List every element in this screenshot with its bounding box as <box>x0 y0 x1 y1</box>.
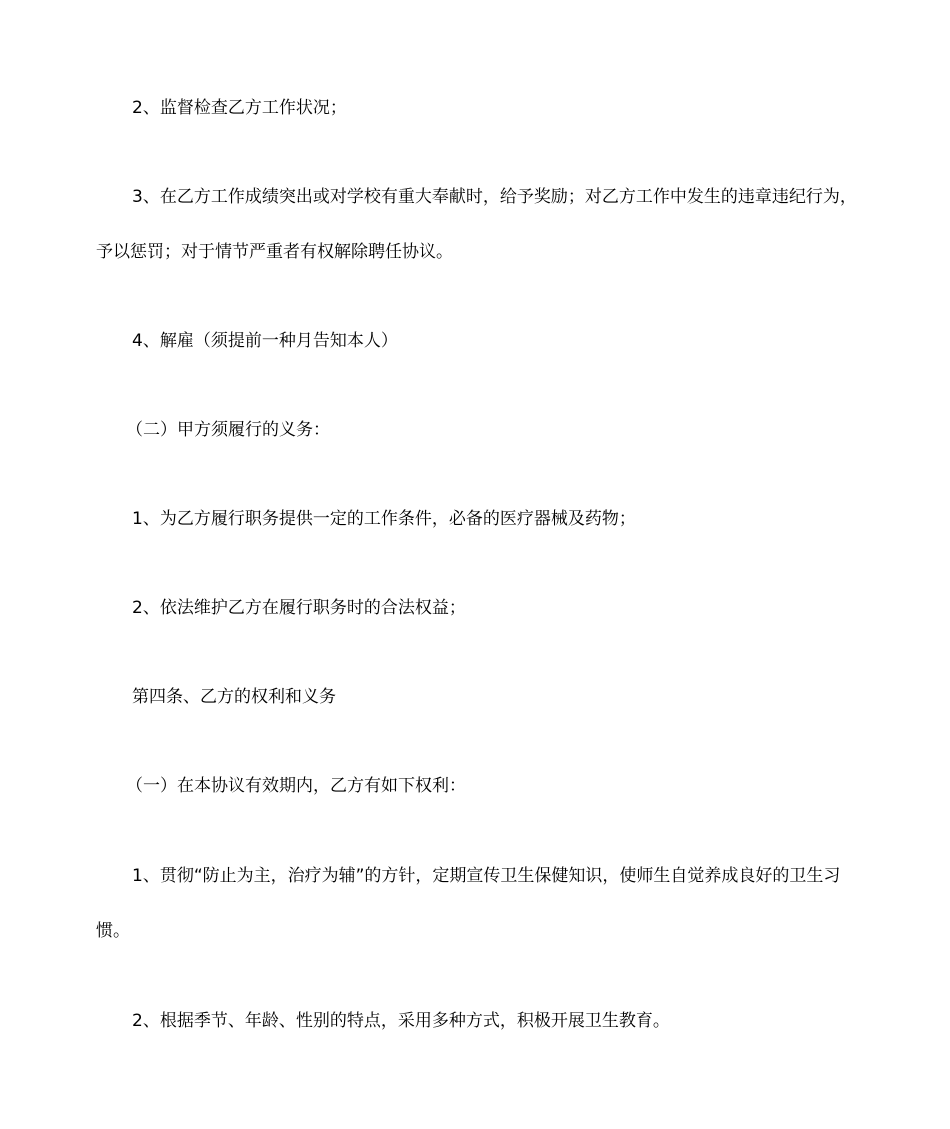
paragraph-supervise: 2、监督检查乙方工作状况； <box>132 98 347 118</box>
paragraph-prevention-policy: 1、贯彻“防止为主，治疗为辅”的方针，定期宣传卫生保健知识，使师生自觉养成良好的卫生习惯。 <box>96 866 841 941</box>
paragraph-work-conditions: 1、为乙方履行职务提供一定的工作条件，必备的医疗器械及药物； <box>132 509 636 529</box>
paragraph-dismiss: 4、解雇（须提前一种月告知本人） <box>132 331 398 351</box>
section-heading-party-a-obligations: （二）甲方须履行的义务： <box>126 420 330 440</box>
paragraph-health-education: 2、根据季节、年龄、性别的特点，采用多种方式，积极开展卫生教育。 <box>132 1011 670 1031</box>
paragraph-reward-punish: 3、在乙方工作成绩突出或对学校有重大奉献时，给予奖励；对乙方工作中发生的违章违纪行为，予以惩罚；对于情节严重者有权解除聘任协议。 <box>96 187 857 262</box>
section-heading-party-b-rights: （一）在本协议有效期内，乙方有如下权利： <box>126 776 466 796</box>
paragraph-legal-rights: 2、依法维护乙方在履行职务时的合法权益； <box>132 598 466 618</box>
article-heading-party-b: 第四条、乙方的权利和义务 <box>132 687 336 707</box>
